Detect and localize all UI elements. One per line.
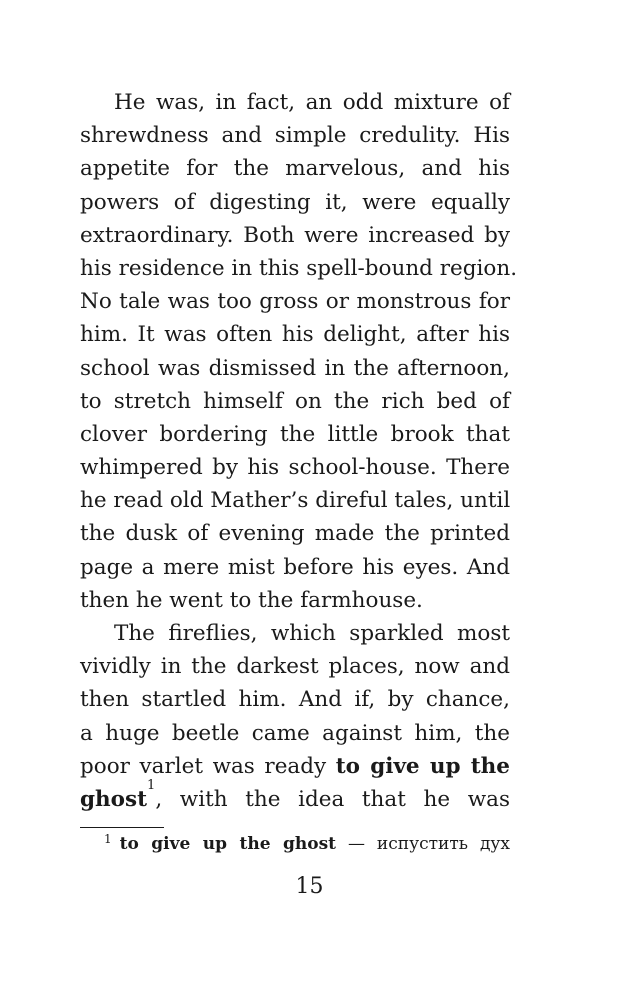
footnote-divider [80, 827, 164, 828]
text-line: page a mere mist before his eyes. And [80, 554, 510, 580]
text-line: his residence in this spell-bound region. [80, 255, 518, 281]
body-text [80, 86, 518, 816]
text-line: whimpered by his school-house. There [80, 455, 510, 481]
text-run: poor varlet was ready [80, 753, 336, 779]
footnote-translation: испустить дух [376, 834, 511, 854]
footnote-reference[interactable]: 1 [147, 777, 156, 793]
text-line: him. It was often his delight, after his [80, 322, 510, 348]
text-line: No tale was too gross or monstrous for [80, 289, 510, 315]
text-run: , with the idea that he was [155, 786, 510, 812]
text-line: clover bordering the little brook that [80, 421, 510, 447]
text-line: school was dismissed in the afternoon, [80, 355, 510, 381]
page-number: 15 [295, 874, 324, 899]
glossed-phrase: ghost [80, 786, 148, 812]
footnote-number: 1 [104, 832, 112, 846]
text-line: a huge beetle came against him, the [80, 720, 510, 746]
text-line: extraordinary. Both were increased by [80, 222, 510, 248]
text-line: he read old Mather’s direful tales, until [80, 488, 511, 514]
text-line [80, 777, 510, 816]
text-line: to stretch himself on the rich bed of [80, 388, 510, 414]
text-line: appetite for the marvelous, and his [80, 156, 510, 182]
text-line: the dusk of evening made the printed [80, 521, 510, 547]
text-line: then startled him. And if, by chance, [80, 687, 510, 713]
text-line [80, 750, 510, 783]
glossed-phrase: to give up the [335, 753, 510, 779]
text-line: shrewdness and simple credulity. His [80, 123, 510, 149]
footnote [80, 831, 510, 858]
footnote-dash: — [347, 834, 365, 854]
text-line: He was, in fact, an odd mixture of [114, 90, 510, 115]
text-line: The fireflies, which sparkled most [114, 621, 510, 646]
text-line: vividly in the darkest places, now and [80, 654, 510, 680]
footnote-term: to give up the ghost [119, 834, 336, 854]
text-line: then he went to the farmhouse. [80, 587, 423, 613]
text-line: powers of digesting it, were equally [80, 189, 510, 215]
